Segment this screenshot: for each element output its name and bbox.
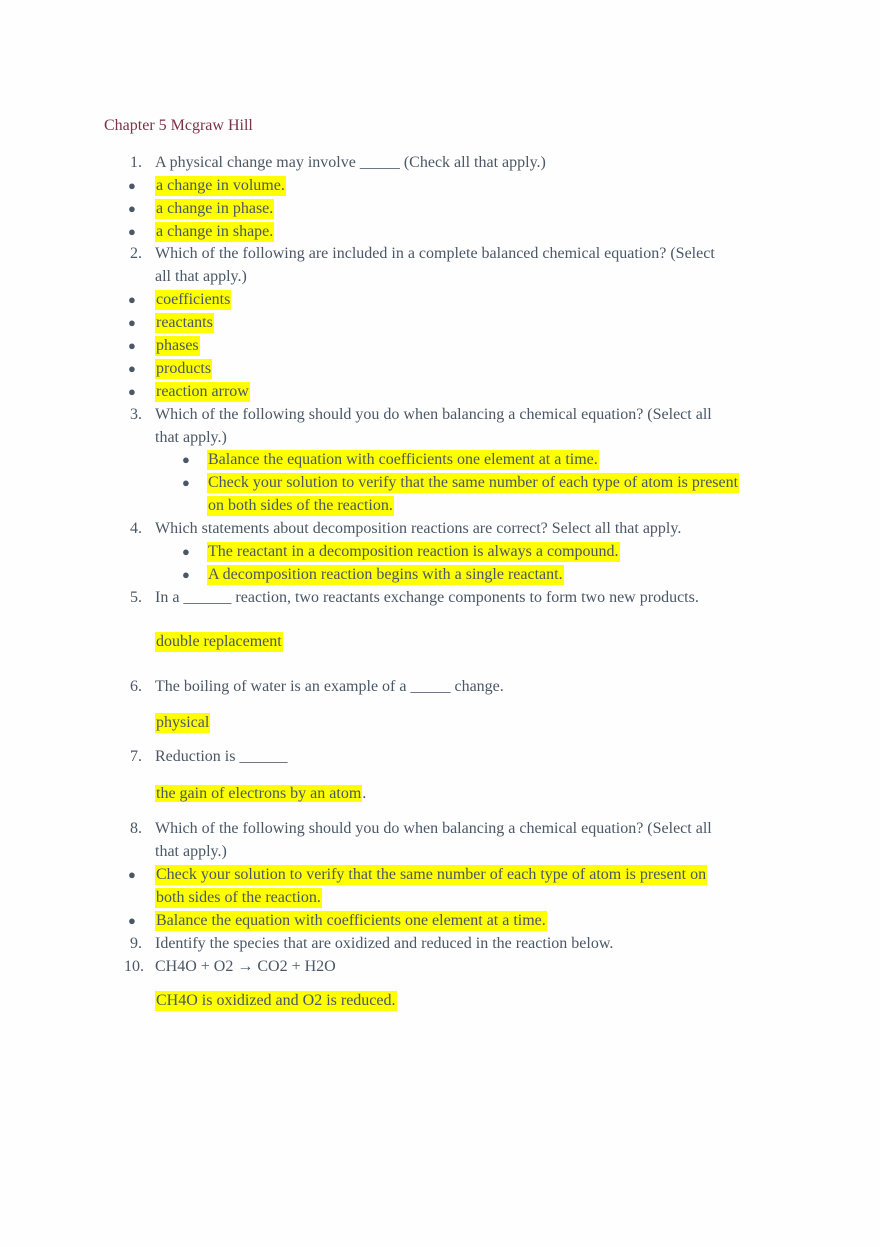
answer-text: a change in phase.	[156, 200, 274, 217]
bullet-icon: ●	[182, 567, 190, 582]
bullet-icon: ●	[182, 544, 190, 559]
question-number: 9.	[130, 935, 142, 952]
bullet-icon: ●	[128, 361, 136, 376]
answer-text: a change in volume.	[156, 177, 285, 194]
question-text: Which of the following should you do when balancing a chemical equation? (Select all	[155, 406, 712, 423]
bullet-icon: ●	[128, 224, 136, 239]
question-number: 5.	[130, 589, 142, 606]
answer-text: reactants	[156, 314, 213, 331]
answer-text: double replacement	[156, 633, 282, 650]
question-number: 6.	[130, 678, 142, 695]
bullet-icon: ●	[182, 452, 190, 467]
question-number: 1.	[130, 154, 142, 171]
answer-text: Balance the equation with coefficients one element at a time.	[156, 912, 546, 929]
answer-text: coefficients	[156, 291, 231, 308]
question-text: Identify the species that are oxidized and reduced in the reaction below.	[155, 935, 614, 952]
document-title: Chapter 5 Mcgraw Hill	[104, 117, 253, 134]
question-number: 10.	[124, 958, 144, 975]
answer-text: reaction arrow	[156, 383, 249, 400]
answer-text: CH4O is oxidized and O2 is reduced.	[156, 992, 396, 1009]
answer-text: Check your solution to verify that the same number of each type of atom is present	[208, 474, 739, 491]
bullet-icon: ●	[128, 867, 136, 882]
answer-text: A decomposition reaction begins with a single reactant.	[208, 566, 563, 583]
answer-text: The reactant in a decomposition reaction is always a compound.	[208, 543, 619, 560]
question-text: Reduction is ______	[155, 748, 288, 765]
question-text: In a ______ reaction, two reactants exchange components to form two new products.	[155, 589, 699, 606]
question-number: 7.	[130, 748, 142, 765]
bullet-icon: ●	[128, 292, 136, 307]
answer-text: products	[156, 360, 212, 377]
answer-item	[155, 784, 366, 804]
question-number: 2.	[130, 245, 142, 262]
question-number: 4.	[130, 520, 142, 537]
bullet-icon: ●	[128, 913, 136, 928]
bullet-icon: ●	[128, 178, 136, 193]
answer-text: both sides of the reaction.	[156, 889, 321, 906]
question-text-continued: that apply.)	[155, 843, 227, 860]
question-text: Which of the following are included in a complete balanced chemical equation? (Select	[155, 245, 715, 262]
question-text: Which of the following should you do when balancing a chemical equation? (Select all	[155, 820, 712, 837]
answer-text: physical	[156, 714, 210, 731]
answer-text: Check your solution to verify that the same number of each type of atom is present on	[156, 866, 707, 883]
answer-text: a change in shape.	[156, 223, 274, 240]
bullet-icon: ●	[128, 384, 136, 399]
answer-text: Balance the equation with coefficients one element at a time.	[208, 451, 598, 468]
answer-punctuation: .	[362, 785, 367, 802]
bullet-icon: ●	[128, 315, 136, 330]
answer-text: the gain of electrons by an atom	[156, 785, 362, 802]
bullet-icon: ●	[182, 475, 190, 490]
bullet-icon: ●	[128, 201, 136, 216]
question-number: 8.	[130, 820, 142, 837]
question-text-continued: that apply.)	[155, 429, 227, 446]
bullet-icon: ●	[128, 338, 136, 353]
answer-text: on both sides of the reaction.	[208, 497, 393, 514]
question-text-continued: all that apply.)	[155, 268, 247, 285]
answer-text: phases	[156, 337, 199, 354]
question-text: The boiling of water is an example of a _____ change.	[155, 678, 504, 695]
question-text: A physical change may involve _____ (Check all that apply.)	[155, 154, 546, 171]
question-text: Which statements about decomposition reactions are correct? Select all that apply.	[155, 520, 682, 537]
question-text: CH4O + O2 → CO2 + H2O	[155, 958, 336, 975]
question-number: 3.	[130, 406, 142, 423]
